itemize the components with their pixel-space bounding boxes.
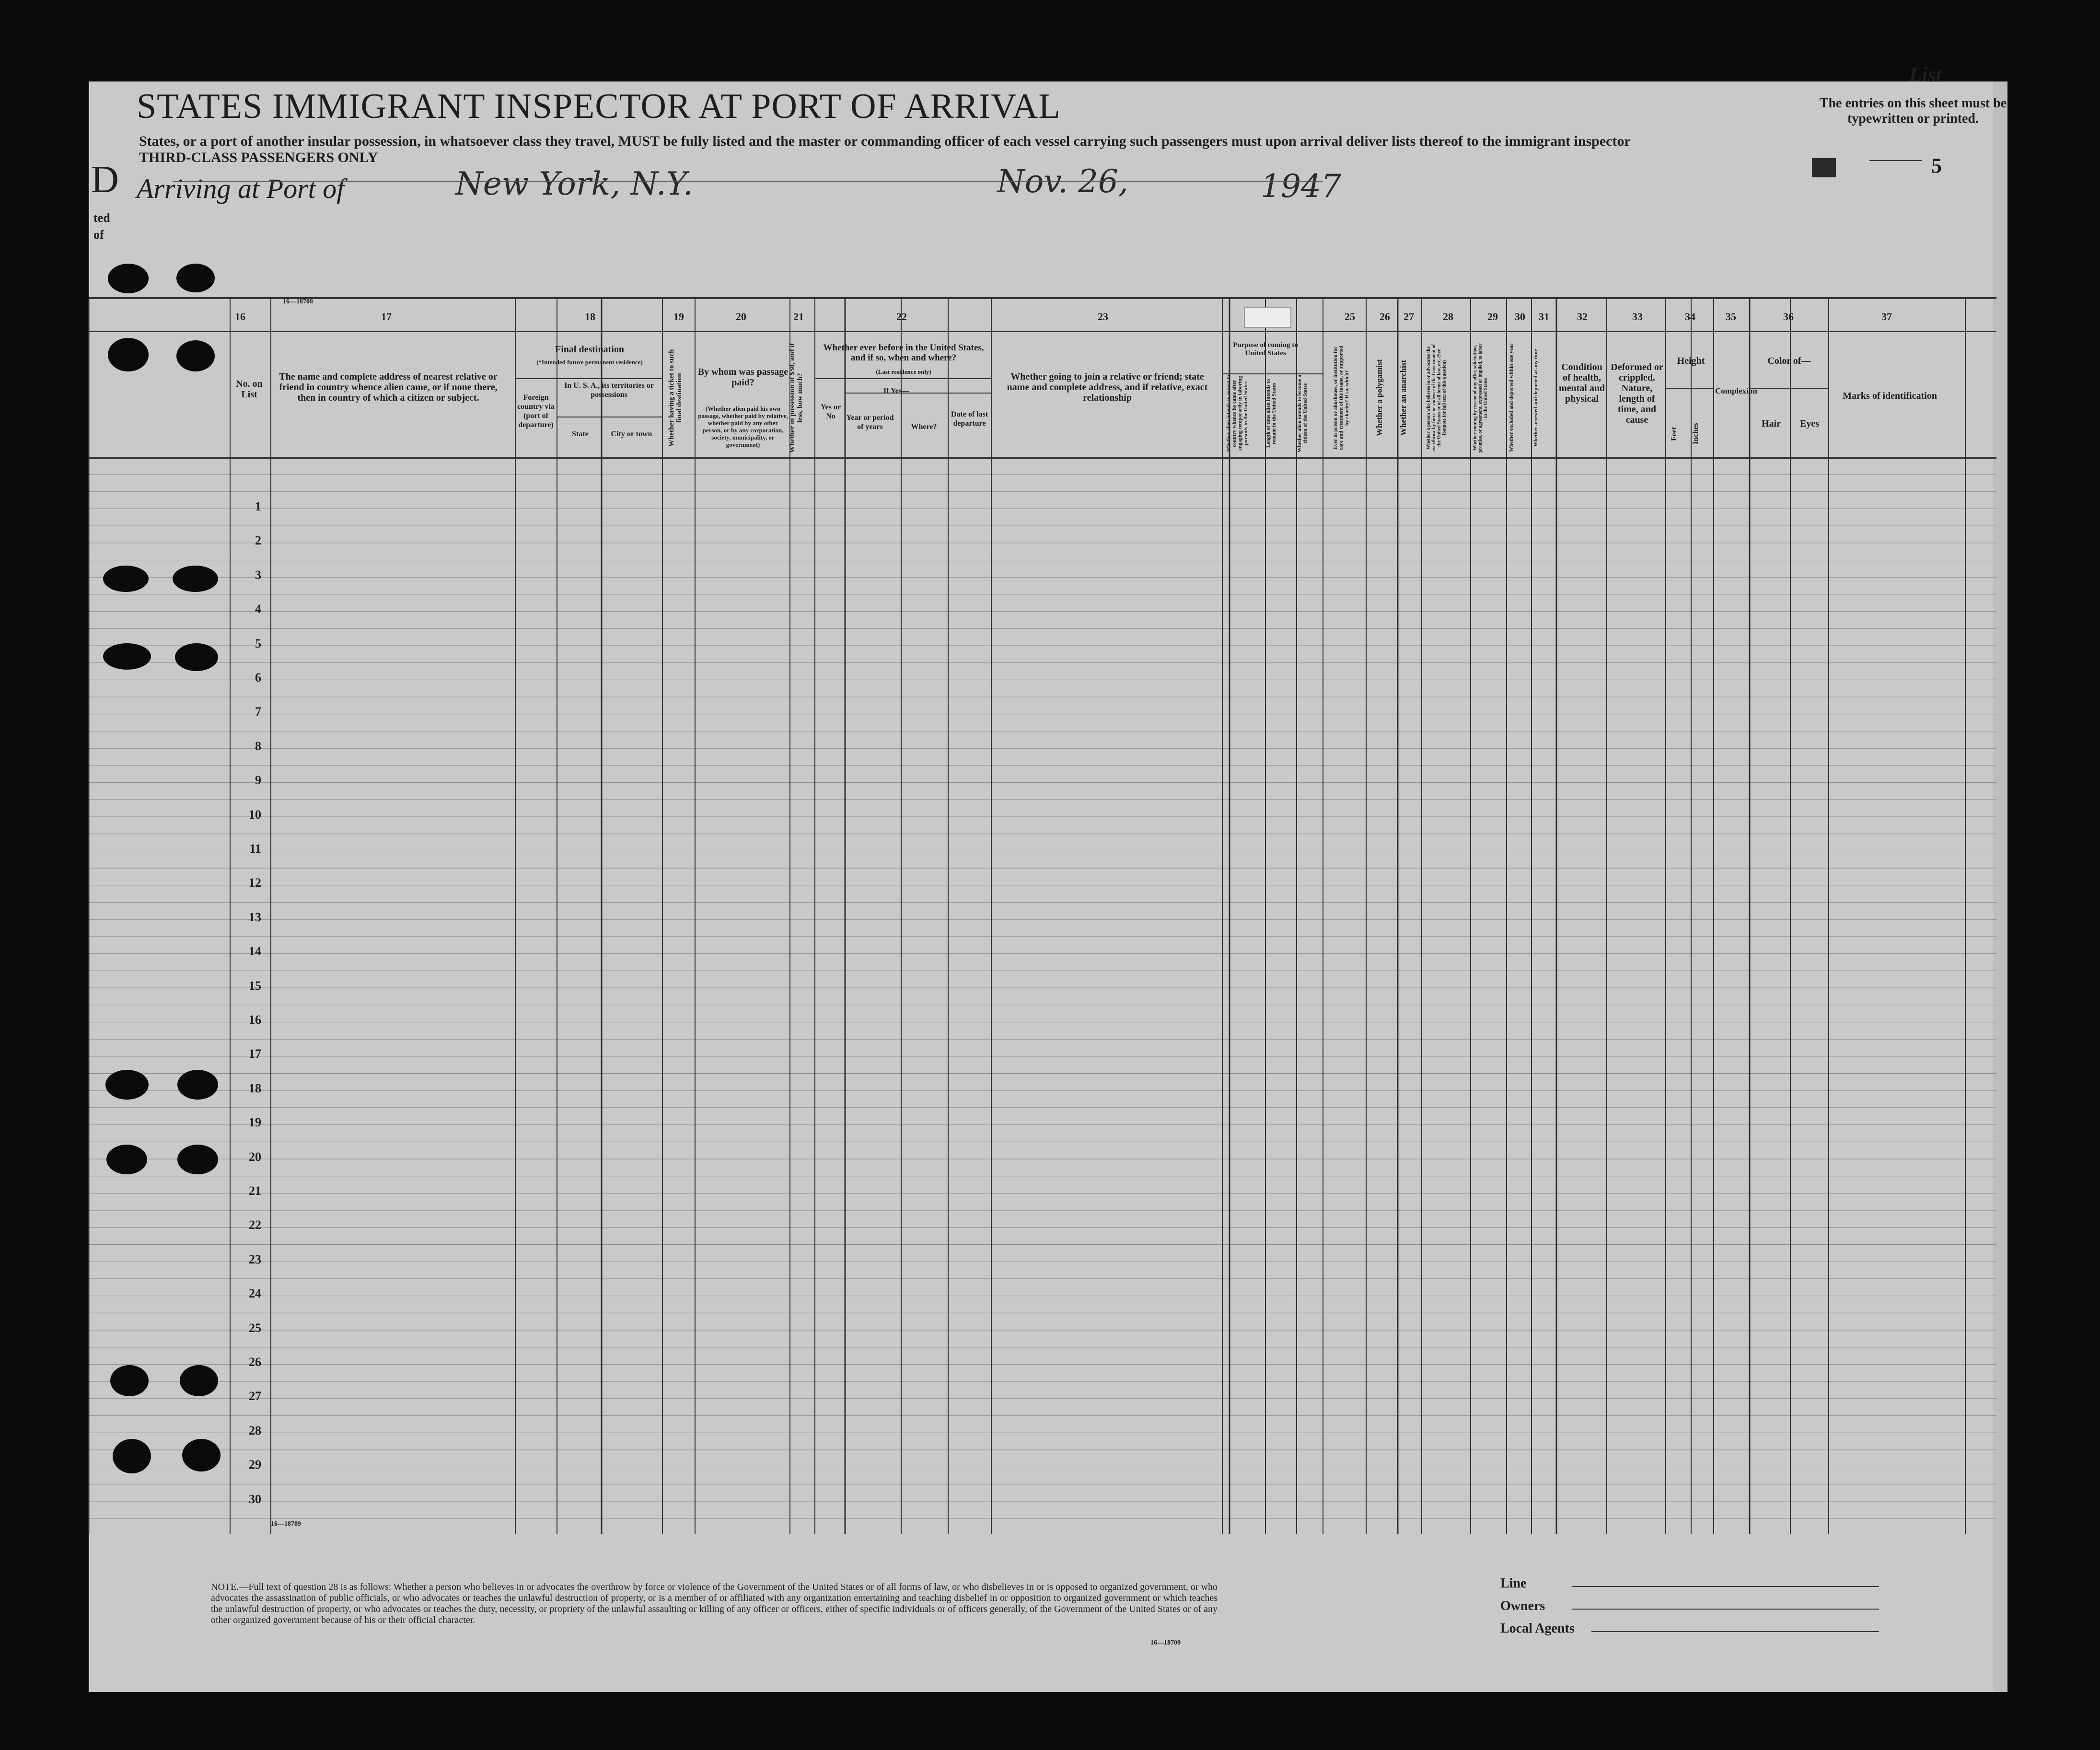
row-number: 6: [255, 671, 261, 684]
column-number: 31: [1539, 311, 1549, 323]
row-number: 12: [249, 876, 261, 890]
row-number: 24: [249, 1286, 261, 1301]
row-number: 9: [255, 773, 261, 788]
row-number: 10: [249, 807, 261, 822]
col32-header: Condition of health, mental and physical: [1558, 362, 1605, 404]
column-number: 37: [1881, 311, 1892, 323]
margin-fragment: of: [93, 228, 104, 242]
owners-label: Owners: [1500, 1599, 1545, 1613]
column-number: 32: [1577, 311, 1588, 323]
row-number: 2: [255, 533, 261, 548]
instruction-line: States, or a port of another insular possession, in whatsoever class they travel, MUST be fully listed and the master or commanding officer of each vessel carrying such passengers must upon arrival deliver lists thereof to the immigrant inspector: [139, 133, 1631, 149]
col18-header: Final destination: [555, 344, 624, 355]
row-number: 17: [249, 1047, 261, 1061]
line-label: Line: [1500, 1576, 1527, 1591]
class-line: THIRD-CLASS PASSENGERS ONLY: [139, 150, 378, 165]
list-label: List: [1909, 63, 1942, 86]
punch-hole: [108, 338, 149, 371]
column-number: 18: [585, 311, 595, 323]
punch-hole: [177, 1145, 218, 1174]
row-number: 7: [255, 705, 261, 719]
col34-inches: Inches: [1692, 423, 1700, 445]
col18-state: State: [572, 430, 589, 438]
column-number: 23: [1098, 311, 1108, 323]
arriving-label: Arriving at Port of: [137, 173, 345, 204]
typed-note: The entries on this sheet must be typewritten or printed.: [1819, 96, 2007, 126]
col31-header: Whether arrested and deported at any time: [1533, 349, 1539, 447]
punch-hole: [108, 264, 149, 293]
row-number: 28: [249, 1423, 261, 1437]
punch-hole: [103, 643, 151, 670]
row-number: 14: [249, 944, 261, 959]
column-number: 34: [1685, 311, 1695, 323]
column-number: 22: [896, 311, 907, 323]
column-number: 29: [1487, 311, 1498, 323]
punch-hole: [110, 1365, 149, 1396]
footer-form-code-2: 16—18709: [1150, 1639, 1181, 1646]
row-number: 21: [249, 1184, 261, 1198]
row-number: 4: [255, 602, 261, 616]
column-number: 27: [1404, 311, 1414, 323]
col24-citizen: Whether alien intends to become a citizen of the United States: [1297, 374, 1308, 452]
row-number: 13: [249, 910, 261, 924]
row-number: 22: [249, 1218, 261, 1232]
col24-return: Whether alien intends to return to country whence he came after engaging temporarily in laboring pursuits in the United States: [1226, 375, 1249, 452]
form-code: 16—18708: [283, 298, 313, 305]
row-number: 16: [249, 1013, 261, 1027]
row-number: 11: [249, 842, 261, 856]
col22-ifyes: If Yes—: [883, 387, 910, 395]
column-number: 17: [381, 311, 392, 323]
row-number: 1: [255, 499, 261, 513]
col34-header: Height: [1677, 356, 1705, 366]
row-number: 25: [249, 1321, 261, 1335]
col18-foreign: Foreign country via (port of departure): [517, 394, 555, 429]
margin-fragment: ted: [93, 211, 110, 225]
footnote-q28: NOTE.—Full text of question 28 is as follows: Whether a person who believes in or advocates the overthrow by force or violence of the Government of the United States or of all forms of law, or who disbelieves in or is opposed to organized government, or who advocates the assassination of public officials, or who advocates or teaches the unlawful destruction of property, or is a member of or affiliated with any organization entertaining and teaching disbelief in or opposition to organized government or which teaches the unlawful destruction of property, or who advocates or teaches the duty, necessity, or propriety of the unlawful assaulting or killing of any officer or officers, either of specific individuals or of officers generally, of the Government of the United States or of any other organized government because of his or their official character.: [211, 1582, 1218, 1625]
col16-header: No. on List: [236, 379, 263, 400]
column-number: 35: [1726, 311, 1736, 323]
year-handwritten: 1947: [1261, 168, 1341, 205]
local-agents-label: Local Agents: [1500, 1621, 1575, 1636]
col34-feet: Feet: [1670, 427, 1678, 441]
col22-yesno: Yes or No: [820, 403, 841, 420]
col24-length: Length of time alien intends to remain in the United States: [1265, 379, 1277, 448]
column-label-erased: [1244, 307, 1291, 328]
col29-header: Whether coming by reason of any offer, solicitation, promise, or agreement, expressed or implied, to labor in the United States: [1473, 343, 1488, 452]
row-number: 30: [249, 1492, 261, 1506]
col22-header: Whether ever before in the United States, and if so, when and where?: [823, 343, 984, 363]
col36-eyes: Eyes: [1800, 418, 1819, 429]
col24-header: Purpose of coming to United States: [1233, 341, 1298, 357]
column-number: 30: [1515, 311, 1525, 323]
punch-hole: [180, 1365, 218, 1396]
col23-header: Whether going to join a relative or friend; state name and complete address, and if relative, exact relationship: [1007, 371, 1208, 403]
row-number: 8: [255, 739, 261, 753]
margin-fragment: D: [91, 159, 119, 201]
col19-header: Whether having a ticket to such final destination: [668, 349, 683, 447]
column-number: 21: [793, 311, 804, 323]
col36-hair: Hair: [1762, 418, 1781, 429]
row-number: 15: [249, 978, 261, 993]
col22-note: (Last residence only): [876, 368, 931, 375]
col33-header: Deformed or crippled. Nature, length of time, and cause: [1611, 362, 1663, 425]
column-number: 36: [1783, 311, 1794, 323]
row-number: 27: [249, 1389, 261, 1403]
row-number: 26: [249, 1355, 261, 1369]
col18-note: (*Intended future permanent residence): [536, 359, 643, 366]
col35-header: Complexion: [1715, 386, 1757, 395]
punch-hole: [113, 1439, 151, 1473]
column-number: 19: [673, 311, 684, 323]
date-handwritten: Nov. 26,: [997, 163, 1128, 200]
punch-hole: [175, 643, 218, 671]
column-number: 20: [736, 311, 746, 323]
punch-hole: [173, 566, 218, 592]
row-number: 3: [255, 568, 261, 582]
punch-hole: [105, 1070, 149, 1100]
punch-hole: [106, 1145, 147, 1174]
col36-header: Color of—: [1767, 356, 1811, 366]
port-handwritten: New York, N.Y.: [455, 165, 693, 202]
column-number: 16: [235, 311, 245, 323]
col27-header: Whether an anarchist: [1399, 359, 1408, 436]
col30-header: Whether excluded and deported within one year: [1508, 343, 1514, 452]
column-number: 28: [1443, 311, 1453, 323]
row-number: 19: [249, 1115, 261, 1130]
column-number: 26: [1380, 311, 1390, 323]
column-number: 33: [1632, 311, 1643, 323]
col18-usa: In U. S. A., its territories or possessions: [564, 382, 654, 399]
col21-header: Whether in possession of $50, and if less, how much?: [789, 343, 804, 453]
column-number: 25: [1345, 311, 1355, 323]
col20-note: (Whether alien paid his own passage, whether paid by relative, whether paid by any other person, or by any corporation, society, municipality, or government): [698, 405, 788, 448]
col28-header: Whether a person who believes in or advocates the overthrow by force or violence of the Government of the United States or of all forms of law, etc. (See footnote for full text of this question): [1426, 344, 1447, 452]
col25-header: Ever in prison or almshouse, or institution for care and treatment of the insane, or supported by charity? If so, which?: [1333, 346, 1350, 450]
sheet-number: 5: [1931, 154, 1942, 177]
row-number: 23: [249, 1252, 261, 1266]
punch-hole: [176, 264, 215, 292]
row-number: 20: [249, 1149, 261, 1164]
col37-header: Marks of identification: [1843, 391, 1937, 401]
punch-hole: [176, 340, 215, 371]
col18-city: City or town: [611, 430, 652, 438]
row-number: 5: [255, 636, 261, 650]
page-title: STATES IMMIGRANT INSPECTOR AT PORT OF ARRIVAL: [137, 87, 1061, 126]
col22-lastdep: Date of last departure: [951, 410, 988, 428]
punch-hole: [103, 566, 149, 592]
col17-header: The name and complete address of nearest relative or friend in country whence alien came, or if none there, then in country of which a citizen or subject.: [279, 371, 498, 403]
footer-form-code: 16—18709: [271, 1520, 301, 1528]
row-number: 18: [249, 1081, 261, 1095]
col22-where: Where?: [911, 423, 937, 431]
col22-year: Year or period of years: [846, 414, 894, 431]
punch-hole: [182, 1439, 220, 1472]
col20-header: By whom was passage paid?: [697, 367, 789, 388]
row-number: 29: [249, 1458, 261, 1472]
col26-header: Whether a polygamist: [1375, 359, 1384, 437]
punch-hole: [177, 1070, 218, 1100]
